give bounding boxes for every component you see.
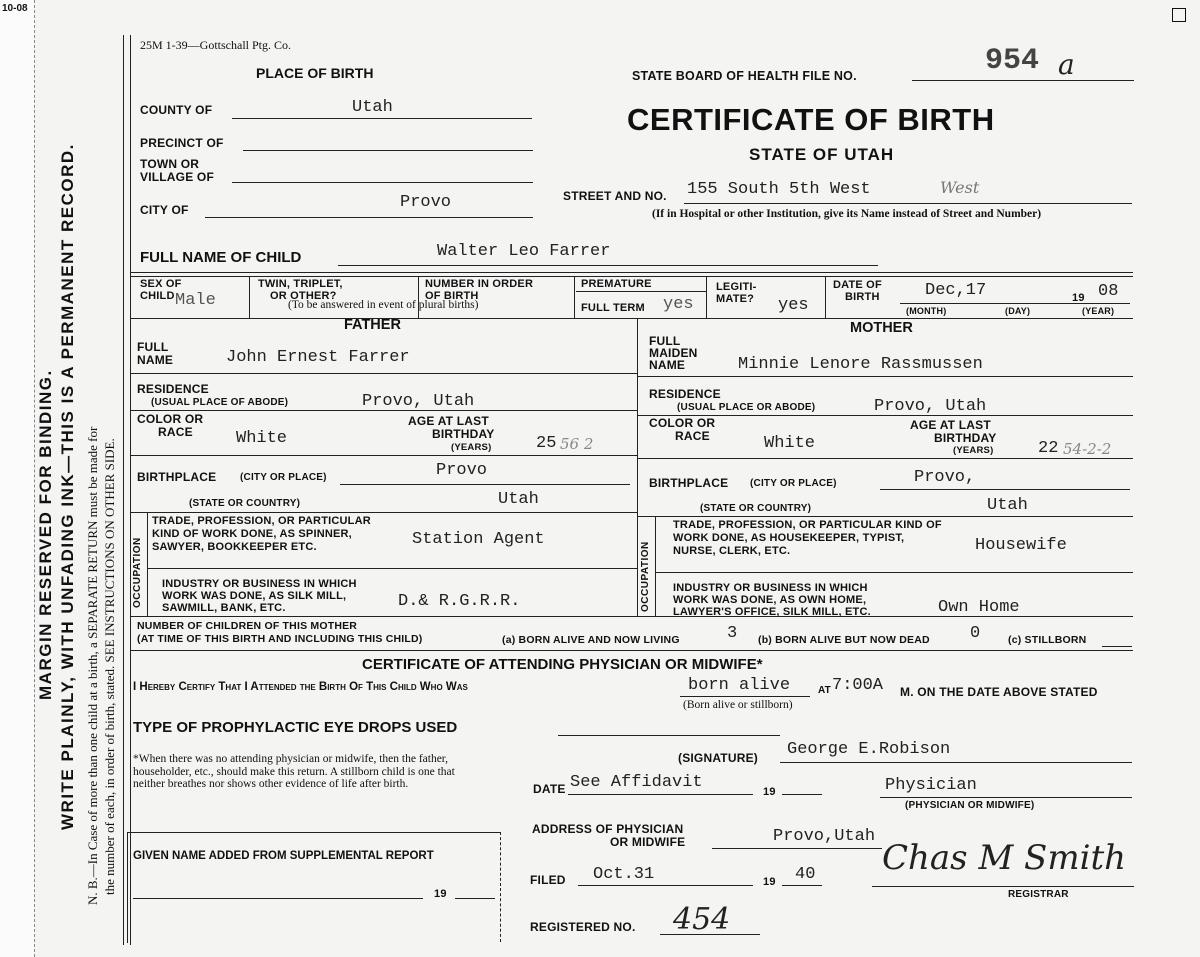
form-code: 10-08 xyxy=(2,3,28,14)
twin-label-1: TWIN, TRIPLET, xyxy=(258,278,343,290)
filed-value: Oct.31 xyxy=(593,865,655,884)
father-birthplace-label: BIRTHPLACE xyxy=(137,470,217,484)
mother-age-label-3: (YEARS) xyxy=(953,445,994,456)
mother-full-label-3: NAME xyxy=(649,358,686,372)
address-value: Provo,Utah xyxy=(773,827,876,846)
instructions-note: the number of each, in order of birth, stated. SEE INSTRUCTIONS ON OTHER SIDE. xyxy=(102,438,117,895)
mother-color-label-1: COLOR OR xyxy=(649,416,716,430)
fullterm-value: yes xyxy=(663,295,694,314)
premature-label: PREMATURE xyxy=(581,278,652,290)
children-label-1: NUMBER OF CHILDREN OF THIS MOTHER xyxy=(137,620,358,632)
mother-color-value: White xyxy=(764,434,816,453)
city-label: CITY OF xyxy=(140,203,189,217)
twin-label-2: OR OTHER? xyxy=(270,290,337,302)
year-label: (YEAR) xyxy=(1082,306,1115,316)
town-label-1: TOWN OR xyxy=(140,157,200,171)
time-suffix: M. ON THE DATE ABOVE STATED xyxy=(900,685,1098,699)
margin-line-outer xyxy=(123,35,124,945)
file-no-hand: a xyxy=(1058,48,1075,81)
registered-label: REGISTERED NO. xyxy=(530,920,636,934)
mother-residence-sub: (USUAL PLACE OR ABODE) xyxy=(677,402,816,413)
father-state-label: (STATE OR COUNTRY) xyxy=(189,498,301,509)
margin-line-inner xyxy=(130,35,131,945)
mother-full-label-1: FULL xyxy=(649,334,681,348)
father-age-hand: 56 2 xyxy=(560,435,594,453)
father-trade-label-1: TRADE, PROFESSION, OR PARTICULAR xyxy=(152,515,371,527)
father-color-label-1: COLOR OR xyxy=(137,412,204,426)
printer-line: 25M 1-39—Gottschall Ptg. Co. xyxy=(140,38,292,52)
fullterm-label: FULL TERM xyxy=(581,302,645,314)
street-hand: West xyxy=(940,178,980,197)
place-of-birth-heading: PLACE OF BIRTH xyxy=(256,65,374,81)
write-plainly-text: WRITE PLAINLY, WITH UNFADING INK—THIS IS A PERMANENT RECORD. xyxy=(58,143,77,830)
file-no-label: STATE BOARD OF HEALTH FILE NO. xyxy=(632,69,857,83)
mother-name-value: Minnie Lenore Rassmussen xyxy=(738,355,983,374)
father-full-label-1: FULL xyxy=(137,340,169,354)
father-birthplace-sub: (CITY OR PLACE) xyxy=(240,472,327,483)
sex-label-1: SEX OF xyxy=(140,278,182,290)
father-trade-label-3: SAWYER, BOOKKEEPER ETC. xyxy=(152,541,317,553)
date-value: See Affidavit xyxy=(570,773,703,792)
date-label: DATE xyxy=(533,782,566,796)
certificate-title: CERTIFICATE OF BIRTH xyxy=(627,102,995,137)
father-trade-value: Station Agent xyxy=(412,530,545,549)
father-industry-label-2: WORK WAS DONE, AS SILK MILL, xyxy=(162,590,347,602)
father-color-label-2: RACE xyxy=(158,425,193,439)
father-age-label-1: AGE AT LAST xyxy=(408,414,489,428)
mother-residence-value: Provo, Utah xyxy=(874,397,987,416)
eye-drops-label: TYPE OF PROPHYLACTIC EYE DROPS USED xyxy=(133,719,458,736)
center-divider xyxy=(637,318,638,616)
mother-age-value: 22 xyxy=(1038,439,1059,458)
precinct-label: PRECINCT OF xyxy=(140,136,224,150)
supplemental-year-prefix: 19 xyxy=(434,888,447,900)
filed-year-prefix: 19 xyxy=(763,876,776,888)
town-label-2: VILLAGE OF xyxy=(140,170,214,184)
filed-label: FILED xyxy=(530,873,566,887)
father-full-label-2: NAME xyxy=(137,353,174,367)
at-label: AT xyxy=(818,685,831,696)
legit-label-1: LEGITI- xyxy=(716,281,757,293)
children-a-value: 3 xyxy=(727,624,738,643)
mother-trade-label-2: WORK DONE, AS HOUSEKEEPER, TYPIST, xyxy=(673,532,905,544)
dob-label-2: BIRTH xyxy=(845,291,880,303)
torn-left-edge xyxy=(0,0,35,957)
sex-label-2: CHILD xyxy=(140,290,175,302)
father-trade-label-2: KIND OF WORK DONE, AS SPINNER, xyxy=(152,528,352,540)
children-b-label: (b) BORN ALIVE BUT NOW DEAD xyxy=(758,634,930,646)
registered-value: 454 xyxy=(673,902,731,937)
county-value: Utah xyxy=(352,98,393,117)
county-label: COUNTY OF xyxy=(140,103,213,117)
time-value: 7:00A xyxy=(832,676,884,695)
mother-industry-label-1: INDUSTRY OR BUSINESS IN WHICH xyxy=(673,582,868,594)
mother-full-label-2: MAIDEN xyxy=(649,346,698,360)
dob-value: Dec,17 xyxy=(925,281,987,300)
file-no-value: 954 xyxy=(985,44,1040,78)
role-value: Physician xyxy=(885,776,977,795)
mother-state-value: Utah xyxy=(987,496,1028,515)
mother-age-label-2: BIRTHDAY xyxy=(934,431,997,445)
father-residence-label: RESIDENCE xyxy=(137,382,209,396)
mother-occupation-side: OCCUPATION xyxy=(640,541,651,612)
supplemental-title: GIVEN NAME ADDED FROM SUPPLEMENTAL REPORT xyxy=(133,850,434,862)
children-c-label: (c) STILLBORN xyxy=(1008,634,1087,646)
address-label-1: ADDRESS OF PHYSICIAN xyxy=(532,822,684,836)
dob-label-1: DATE OF xyxy=(833,279,882,291)
mother-residence-label: RESIDENCE xyxy=(649,387,721,401)
children-a-label: (a) BORN ALIVE AND NOW LIVING xyxy=(502,634,680,646)
signature-label: (SIGNATURE) xyxy=(678,751,758,765)
month-label: (MONTH) xyxy=(906,306,947,316)
day-label: (DAY) xyxy=(1005,306,1031,316)
filed-year: 40 xyxy=(795,865,816,884)
legit-label-2: MATE? xyxy=(716,293,755,305)
mother-industry-value: Own Home xyxy=(938,598,1020,617)
father-residence-sub: (USUAL PLACE OF ABODE) xyxy=(151,397,289,408)
mother-color-label-2: RACE xyxy=(675,429,710,443)
role-label: (PHYSICIAN OR MIDWIFE) xyxy=(905,800,1035,811)
mother-trade-value: Housewife xyxy=(975,536,1067,555)
mother-birthplace-sub: (CITY OR PLACE) xyxy=(750,478,837,489)
father-age-value: 25 xyxy=(536,434,557,453)
father-color-value: White xyxy=(236,429,288,448)
mother-trade-label-1: TRADE, PROFESSION, OR PARTICULAR KIND OF xyxy=(673,519,942,531)
born-value: born alive xyxy=(688,676,791,695)
children-label-2: (AT TIME OF THIS BIRTH AND INCLUDING THIS CHILD) xyxy=(137,633,423,645)
mother-heading: MOTHER xyxy=(850,320,913,336)
footnote: *When there was no attending physician or midwife, then the father, householder, etc., should make this return. A stillborn child is one that neither breathes nor shows other evidence of life after birth. xyxy=(133,753,455,790)
mother-birthplace-label: BIRTHPLACE xyxy=(649,476,729,490)
mother-state-label: (STATE OR COUNTRY) xyxy=(700,503,812,514)
sex-value: Male xyxy=(175,291,216,310)
father-industry-label-1: INDUSTRY OR BUSINESS IN WHICH xyxy=(162,578,357,590)
hospital-note: (If in Hospital or other Institution, give its Name instead of Street and Number) xyxy=(652,208,1042,220)
father-industry-label-3: SAWMILL, BANK, ETC. xyxy=(162,602,286,614)
state-subtitle: STATE OF UTAH xyxy=(749,145,895,164)
mother-industry-label-2: WORK WAS DONE, AS OWN HOME, xyxy=(673,594,867,606)
year-prefix: 19 xyxy=(1072,292,1085,304)
mother-birthplace-value: Provo, xyxy=(914,468,976,487)
city-value: Provo xyxy=(400,193,452,212)
street-label: STREET AND NO. xyxy=(563,189,667,203)
registrar-signature: Chas M Smith xyxy=(882,838,1127,878)
margin-binding-text: MARGIN RESERVED FOR BINDING. xyxy=(36,369,55,700)
legit-value: yes xyxy=(778,296,809,315)
mother-industry-label-3: LAWYER'S OFFICE, SILK MILL, ETC. xyxy=(673,606,871,618)
father-heading: FATHER xyxy=(344,317,401,333)
certify-text: I Hereby Certify That I Attended the Birth Of This Child Who Was xyxy=(133,681,468,693)
twin-note: (To be answered in event of plural births) xyxy=(288,299,479,311)
order-label-1: NUMBER IN ORDER xyxy=(425,278,534,290)
born-note: (Born alive or stillborn) xyxy=(683,699,793,711)
children-b-value: 0 xyxy=(970,624,981,643)
father-birthplace-value: Provo xyxy=(436,461,488,480)
address-label-2: OR MIDWIFE xyxy=(610,835,686,849)
corner-mark xyxy=(1172,8,1186,22)
order-label-2: OF BIRTH xyxy=(425,290,479,302)
father-age-label-2: BIRTHDAY xyxy=(432,427,495,441)
father-state-value: Utah xyxy=(498,490,539,509)
mother-age-hand: 54-2-2 xyxy=(1063,440,1112,458)
father-age-label-3: (YEARS) xyxy=(451,442,492,453)
street-value: 155 South 5th West xyxy=(687,180,871,199)
year-value: 08 xyxy=(1098,282,1119,301)
mother-age-label-1: AGE AT LAST xyxy=(910,418,991,432)
separate-return-note: N. B.—In Case of more than one child at a birth, a SEPARATE RETURN must be made for xyxy=(85,426,100,905)
father-name-value: John Ernest Farrer xyxy=(226,348,410,367)
father-industry-value: D.& R.G.R.R. xyxy=(398,592,521,611)
father-residence-value: Provo, Utah xyxy=(362,392,475,411)
mother-trade-label-3: NURSE, CLERK, ETC. xyxy=(673,545,791,557)
father-occupation-side: OCCUPATION xyxy=(132,537,143,608)
physician-heading: CERTIFICATE OF ATTENDING PHYSICIAN OR MIDWIFE* xyxy=(362,656,763,673)
full-name-child-label: FULL NAME OF CHILD xyxy=(140,249,302,266)
child-name-value: Walter Leo Farrer xyxy=(437,242,611,261)
registrar-label: REGISTRAR xyxy=(1008,889,1069,900)
date-year-prefix: 19 xyxy=(763,786,776,798)
signature-value: George E.Robison xyxy=(787,740,951,759)
